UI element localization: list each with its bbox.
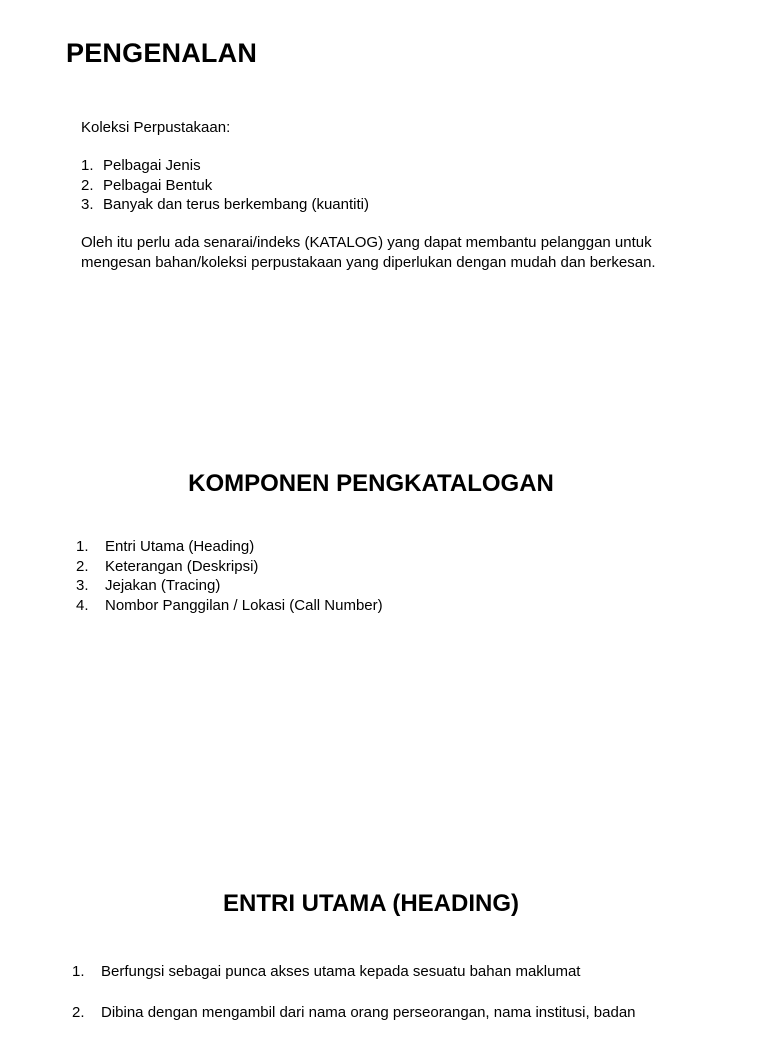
section-title-pengenalan: PENGENALAN [66, 38, 258, 68]
paragraph-line: Oleh itu perlu ada senarai/indeks (KATALOG) yang dapat membantu pelanggan untuk [81, 234, 652, 251]
list-text: Keterangan (Deskripsi) [105, 557, 259, 575]
list-text: Entri Utama (Heading) [105, 538, 255, 555]
list-text: Jejakan (Tracing) [105, 577, 221, 594]
list-item [72, 962, 636, 982]
list-item [76, 596, 383, 616]
list-item [76, 557, 383, 577]
paragraph-line: mengesan bahan/koleksi perpustakaan yang diperlukan dengan mudah dan berkesan. [81, 253, 656, 271]
list-text: Pelbagai Bentuk [103, 176, 213, 194]
list-number: 3. [76, 577, 89, 594]
list-item [81, 195, 369, 215]
list-item [76, 576, 383, 596]
list-number: 1. [76, 538, 89, 555]
collection-label: Koleksi Perpustakaan: [81, 119, 231, 136]
list-item [81, 156, 369, 176]
list-text: Berfungsi sebagai punca akses utama kepada sesuatu bahan maklumat [101, 963, 581, 980]
list-item [72, 1003, 636, 1023]
list-number: 1. [81, 157, 94, 174]
section-title-entri-utama: ENTRI UTAMA (HEADING) [223, 890, 519, 917]
list-number: 2. [81, 176, 94, 194]
components-list [76, 537, 383, 615]
list-number: 4. [76, 596, 89, 614]
list-item [81, 176, 369, 196]
main-entry-list [72, 962, 636, 1043]
list-text: Banyak dan terus berkembang (kuantiti) [103, 196, 369, 213]
list-number: 3. [81, 196, 94, 213]
intro-list [81, 156, 369, 215]
list-text: Dibina dengan mengambil dari nama orang perseorangan, nama institusi, badan [101, 1003, 636, 1021]
list-text: Pelbagai Jenis [103, 157, 201, 174]
list-item [76, 537, 383, 557]
intro-paragraph [81, 233, 741, 272]
list-number: 2. [76, 557, 89, 575]
list-text: Nombor Panggilan / Lokasi (Call Number) [105, 596, 383, 614]
list-number: 2. [72, 1003, 85, 1021]
list-number: 1. [72, 963, 85, 980]
section-title-komponen: KOMPONEN PENGKATALOGAN [188, 470, 554, 497]
